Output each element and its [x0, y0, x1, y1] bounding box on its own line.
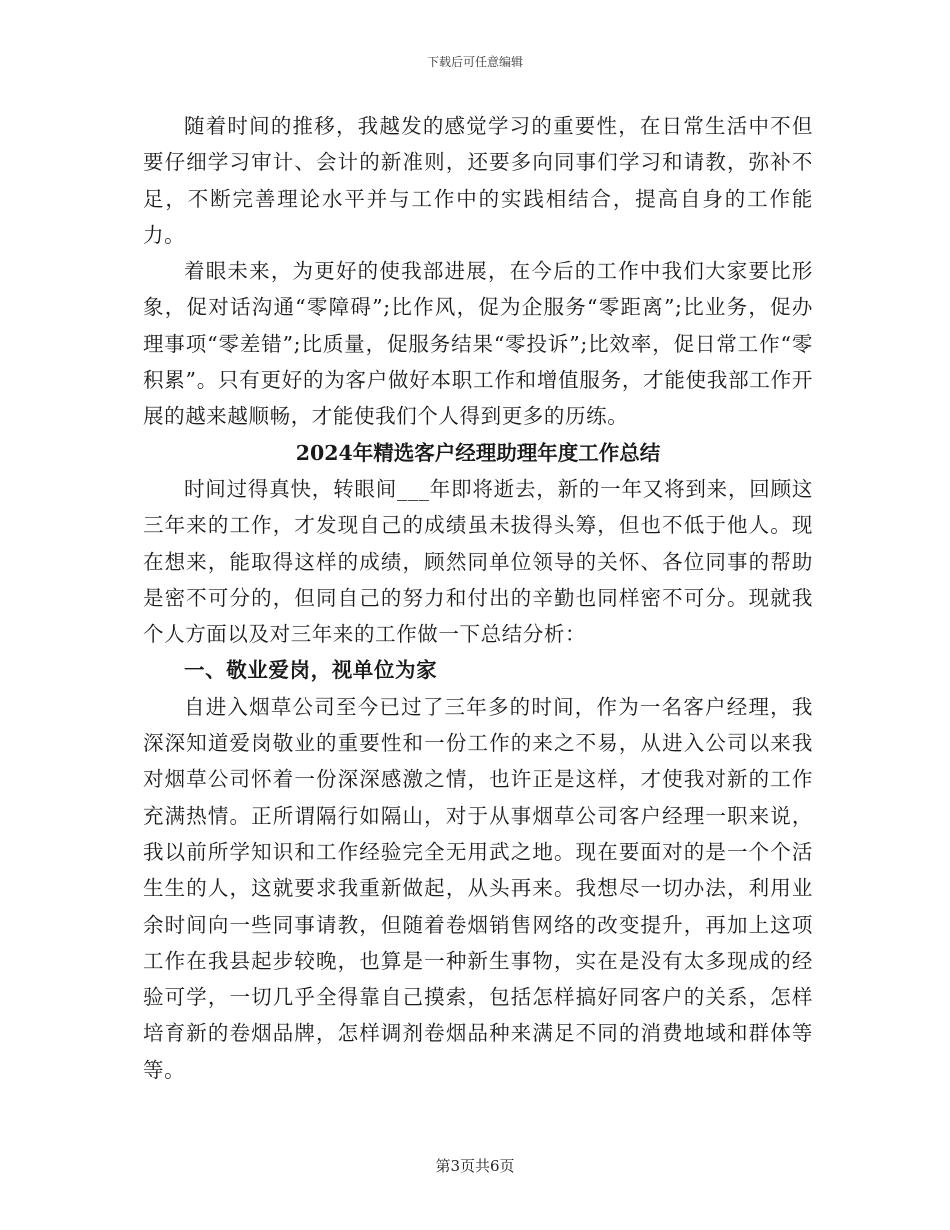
- section-heading-1: 一、敬业爱岗，视单位为家: [184, 658, 438, 683]
- page-footer: 第3页共6页: [435, 1157, 515, 1175]
- paragraph-learning: 随着时间的推移，我越发的感觉学习的重要性，在日常生活中不但要仔细学习审计、会计的新准则，还要多向同事们学习和请教，弥补不足，不断完善理论水平并与工作中的实践相结合，提高自身的工作能力。: [143, 114, 813, 247]
- paragraph-section-1: 自进入烟草公司至今已过了三年多的时间，作为一名客户经理，我深深知道爱岗敬业的重要性和一份工作的来之不易，从进入公司以来我对烟草公司怀着一份深深感激之情，也许正是这样，才使我对新的工作充满热情。正所谓隔行如隔山，对于从事烟草公司客户经理一职来说，我以前所学知识和工作经验完全无用武之地。现在要面对的是一个个活生生的人，这就要求我重新做起，从头再来。我想尽一切办法，利用业余时间向一些同事请教，但随着卷烟销售网络的改变提升，再加上这项工作在我县起步较晚，也算是一种新生事物，实在是没有太多现成的经验可学，一切几乎全得靠自己摸索，包括怎样搞好同客户的关系，怎样培育新的卷烟品牌，怎样调剂卷烟品种来满足不同的消费地域和群体等等。: [143, 694, 813, 1082]
- document-title: 2024年精选客户经理助理年度工作总结: [295, 440, 661, 465]
- paragraph-intro: 时间过得真快，转眼间___年即将逝去，新的一年又将到来，回顾这三年来的工作，才发现自己的成绩虽未拔得头筹，但也不低于他人。现在想来，能取得这样的成绩，顾然同单位领导的关怀、各位同事的帮助是密不可分的，但同自己的努力和付出的辛勤也同样密不可分。现就我个人方面以及对三年来的工作做一下总结分析：: [143, 476, 813, 647]
- page-header: 下载后可任意编辑: [426, 55, 523, 69]
- paragraph-future: 着眼未来，为更好的使我部进展，在今后的工作中我们大家要比形象，促对话沟通“零障碍”;比作风，促为企服务“零距离”;比业务，促办理事项“零差错”;比质量，促服务结果“零投诉”;比效率，促日常工作“零积累”。只有更好的为客户做好本职工作和增值服务，才能使我部工作开展的越来越顺畅，才能使我们个人得到更多的历练。: [143, 259, 813, 429]
- document-body: [143, 108, 813, 1088]
